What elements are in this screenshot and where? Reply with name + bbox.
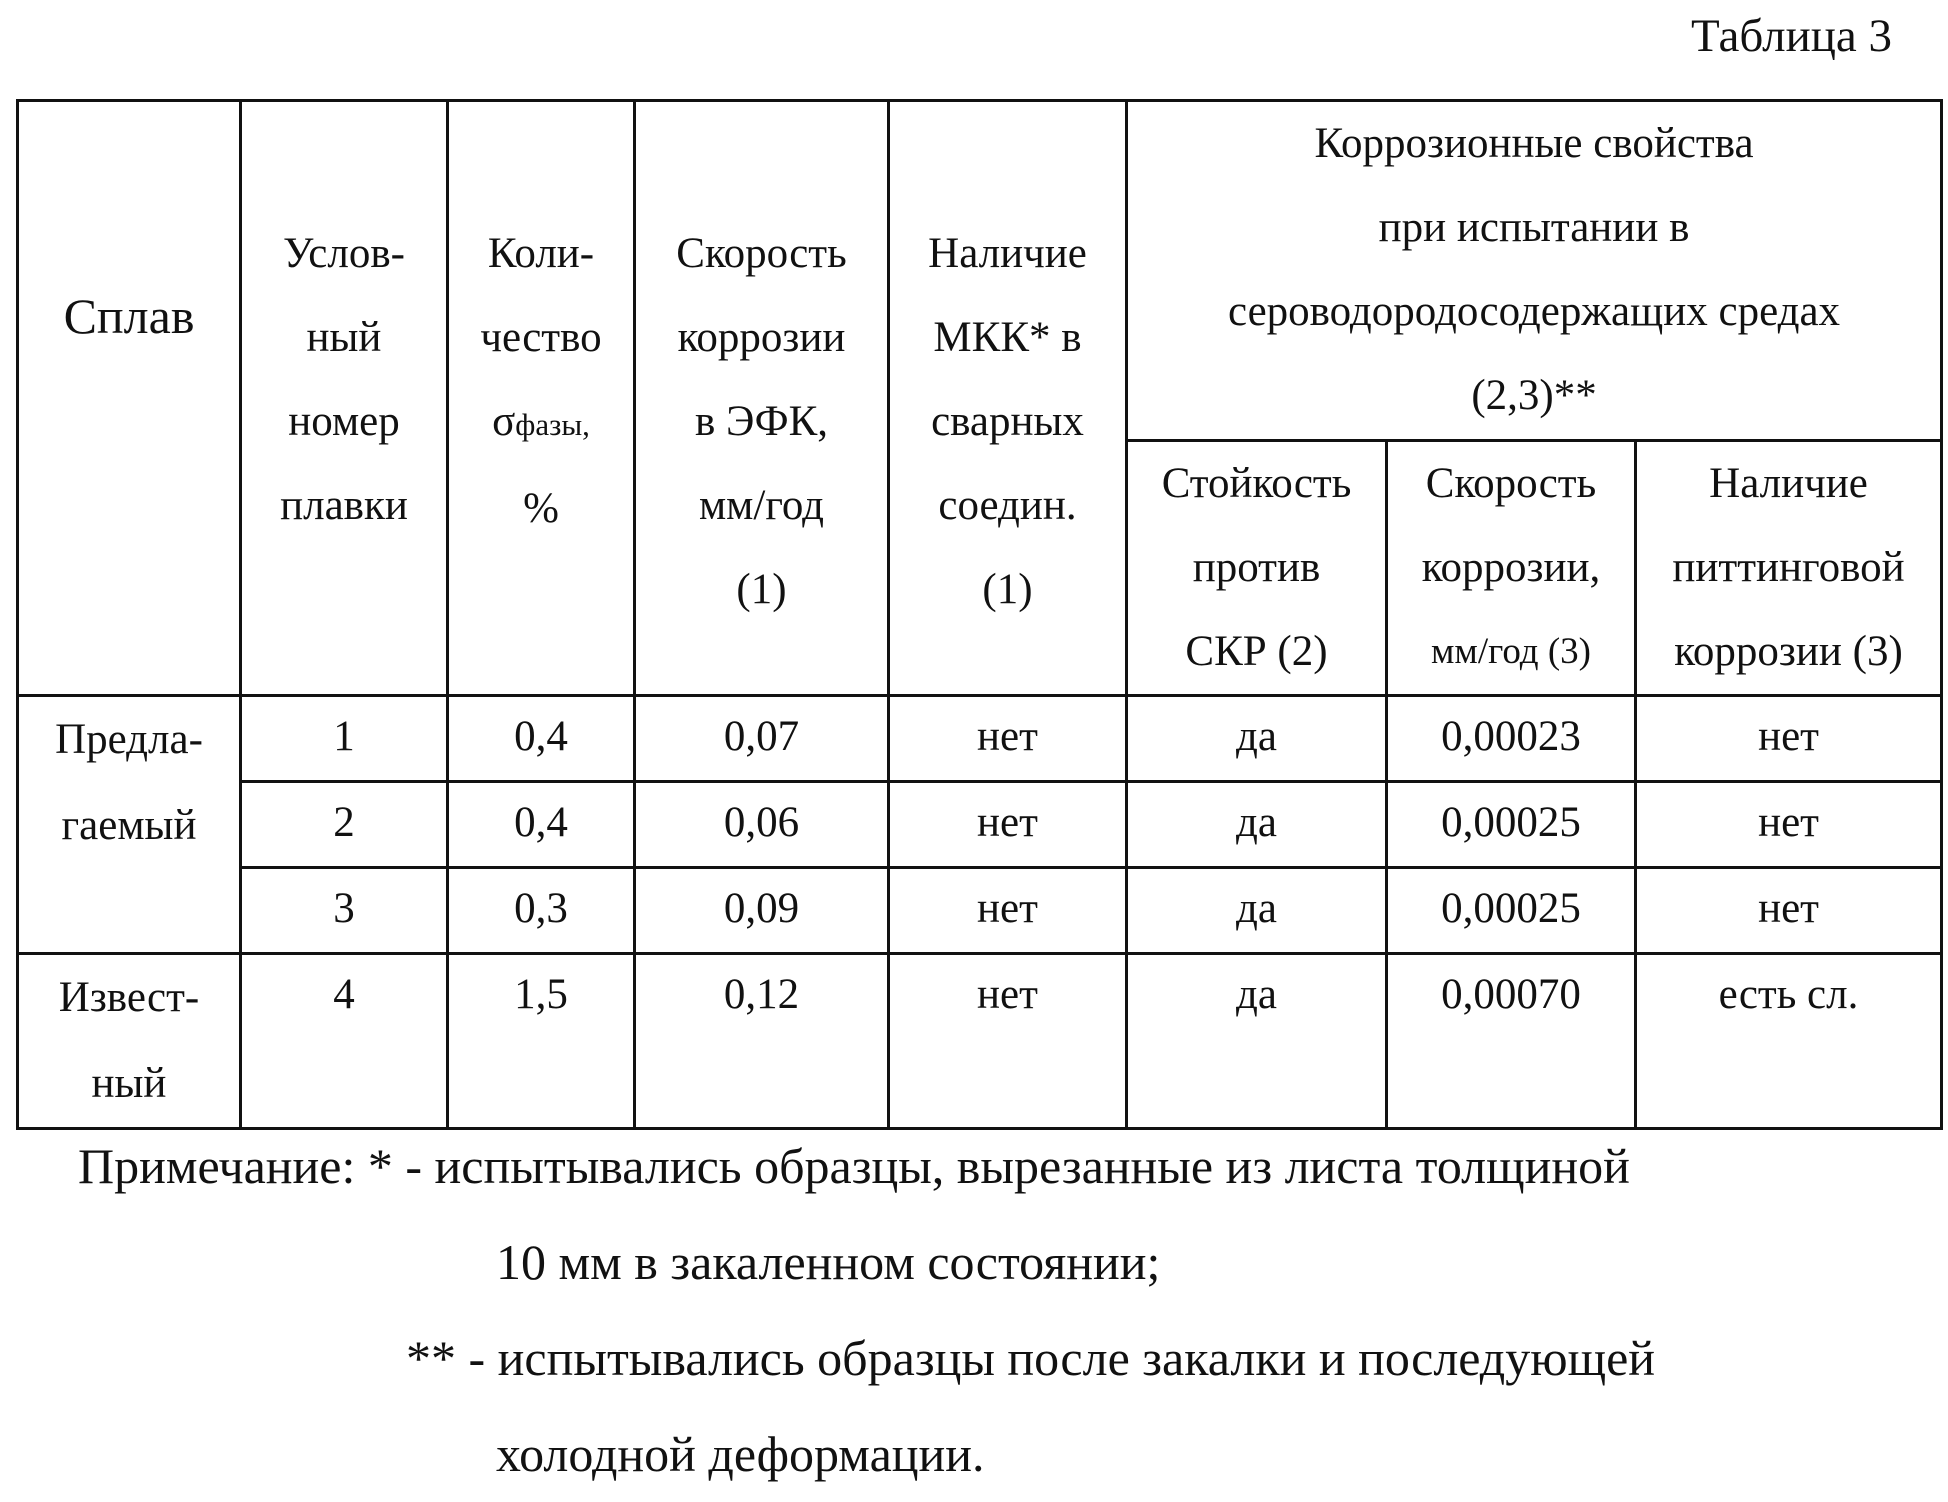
- cell-pitting: есть сл.: [1636, 954, 1942, 1129]
- cell-melt: 2: [241, 782, 448, 868]
- alloy-name-known: Извест- ный: [18, 954, 241, 1129]
- alloy-name-proposed: Предла- гаемый: [18, 696, 241, 954]
- header-pitting-presence: Наличие питтинговой коррозии (3): [1636, 441, 1942, 696]
- cell-mkk: нет: [889, 782, 1127, 868]
- cell-mkk: нет: [889, 954, 1127, 1129]
- cell-rate-efk: 0,06: [635, 782, 889, 868]
- cell-skr: да: [1127, 868, 1387, 954]
- note-line-1: Примечание: * - испытывались образцы, вырезанные из листа толщиной: [78, 1138, 1630, 1194]
- cell-melt: 4: [241, 954, 448, 1129]
- header-phase-amount: Коли- чество σфазы, %: [448, 101, 635, 696]
- cell-rate-efk: 0,12: [635, 954, 889, 1129]
- table-row: [18, 782, 1942, 868]
- cell-sigma: 0,4: [448, 696, 635, 782]
- cell-pitting: нет: [1636, 868, 1942, 954]
- table-row: [18, 696, 1942, 782]
- cell-melt: 1: [241, 696, 448, 782]
- cell-sigma: 0,3: [448, 868, 635, 954]
- header-corrosion-rate-efk: Скорость коррозии в ЭФК, мм/год (1): [635, 101, 889, 696]
- cell-rate: 0,00025: [1387, 868, 1636, 954]
- header-corrosion-rate: Скорость коррозии, мм/год (3): [1387, 441, 1636, 696]
- cell-rate: 0,00070: [1387, 954, 1636, 1129]
- cell-pitting: нет: [1636, 782, 1942, 868]
- table-row: [18, 868, 1942, 954]
- header-corrosion-group: Коррозионные свойства при испытании в сероводородосодержащих средах (2,3)**: [1127, 101, 1942, 441]
- cell-mkk: нет: [889, 868, 1127, 954]
- cell-sigma: 1,5: [448, 954, 635, 1129]
- cell-skr: да: [1127, 954, 1387, 1129]
- cell-pitting: нет: [1636, 696, 1942, 782]
- cell-rate-efk: 0,07: [635, 696, 889, 782]
- note-line-3: ** - испытывались образцы после закалки и последующей: [406, 1330, 1656, 1386]
- header-skr-resistance: Стойкость против СКР (2): [1127, 441, 1387, 696]
- cell-skr: да: [1127, 782, 1387, 868]
- header-melt-number: Услов- ный номер плавки: [241, 101, 448, 696]
- note-line-2: 10 мм в закаленном состоянии;: [496, 1234, 1161, 1290]
- cell-rate: 0,00025: [1387, 782, 1636, 868]
- cell-rate-efk: 0,09: [635, 868, 889, 954]
- cell-rate: 0,00023: [1387, 696, 1636, 782]
- note-line-4: холодной деформации.: [496, 1426, 985, 1482]
- cell-mkk: нет: [889, 696, 1127, 782]
- header-alloy: Сплав: [18, 101, 241, 696]
- table-caption: Таблица 3: [1690, 10, 1892, 62]
- table-row: [18, 954, 1942, 1129]
- table-note: [78, 1118, 1918, 1502]
- corrosion-properties-table: [16, 99, 1943, 1130]
- header-mkk-presence: Наличие МКК* в сварных соедин. (1): [889, 101, 1127, 696]
- cell-skr: да: [1127, 696, 1387, 782]
- cell-melt: 3: [241, 868, 448, 954]
- cell-sigma: 0,4: [448, 782, 635, 868]
